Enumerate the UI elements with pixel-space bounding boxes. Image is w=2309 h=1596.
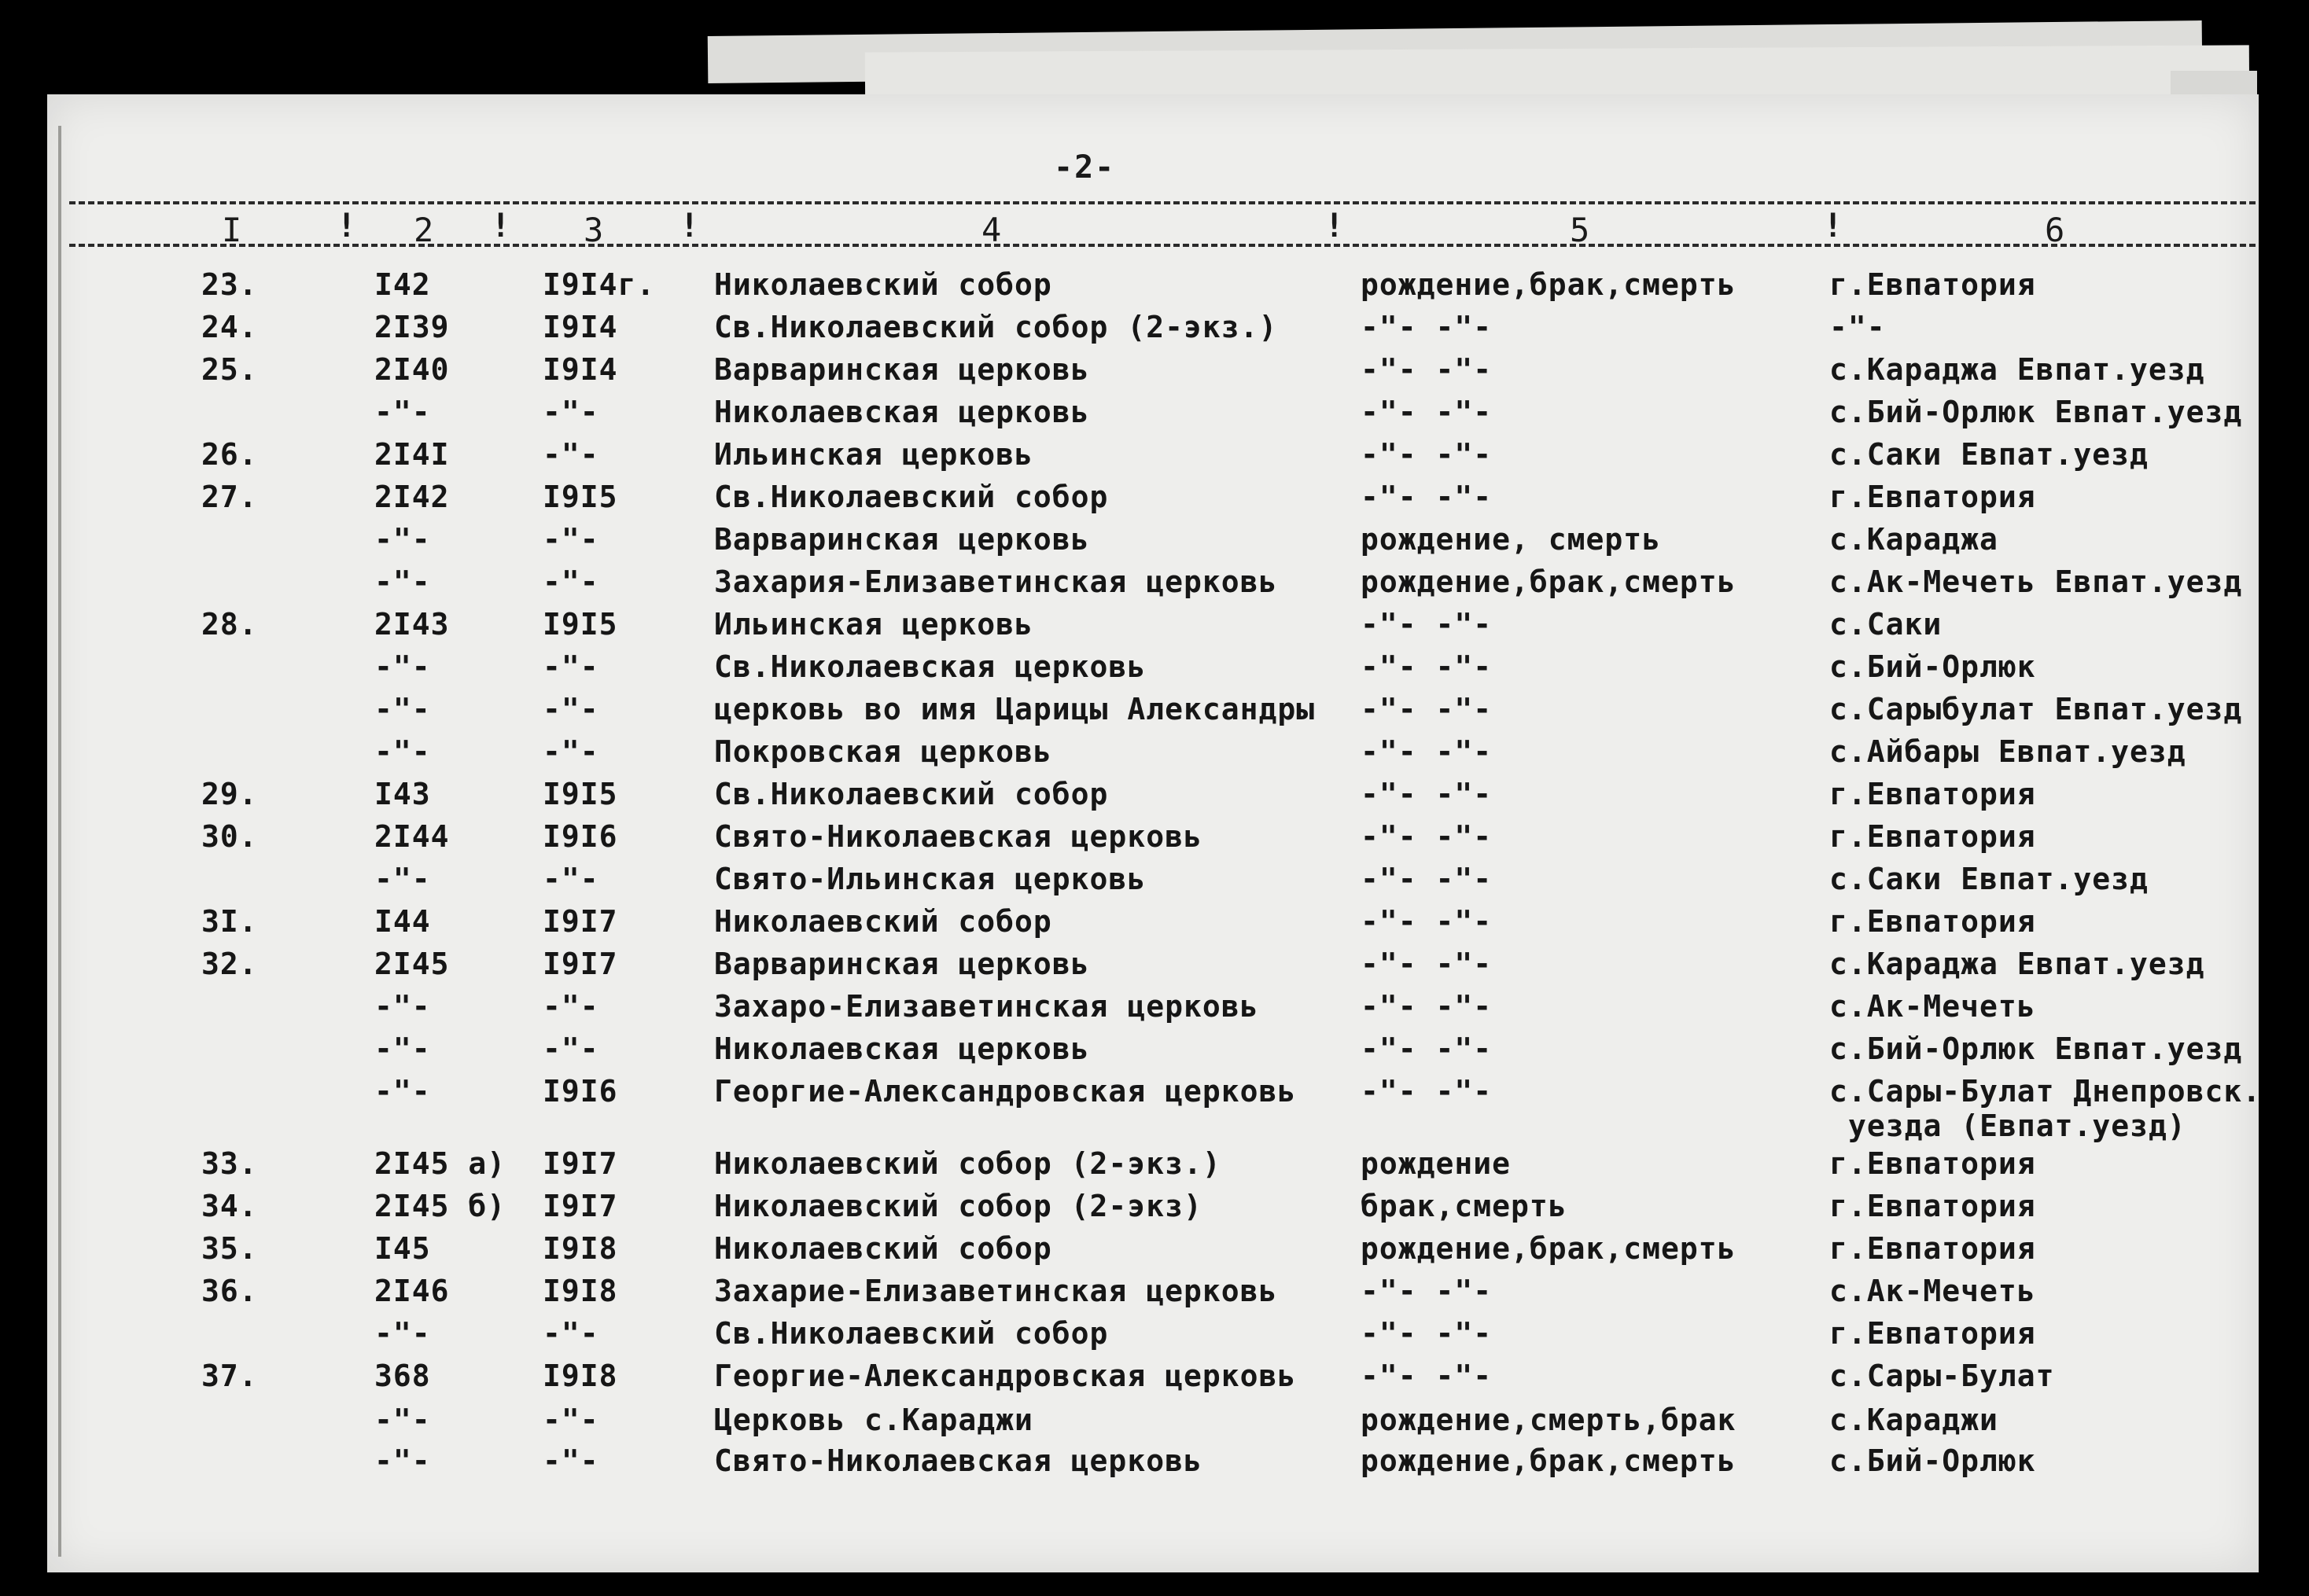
location: с.Бий-Орлюк	[1829, 649, 2036, 684]
row-number: 37.	[201, 1359, 258, 1393]
location: с.Ак-Мечеть	[1829, 989, 2036, 1024]
year: -"-	[543, 989, 599, 1024]
location: с.Сары-Булат	[1829, 1359, 2055, 1393]
location: г.Евпатория	[1829, 1189, 2036, 1223]
church-name: Николаевский собор (2-экз)	[714, 1189, 1202, 1223]
church-name: Николаевская церковь	[714, 395, 1090, 429]
row-number: 23.	[201, 267, 258, 302]
location: с.Ак-Мечеть Евпат.уезд	[1829, 564, 2243, 599]
record-types: -"- -"-	[1361, 1316, 1493, 1351]
header-col-6: 6	[2045, 211, 2065, 249]
header-separator: !	[337, 206, 357, 245]
record-types: рождение,брак,смерть	[1361, 1231, 1736, 1266]
fund-number: -"-	[374, 395, 431, 429]
church-name: Николаевский собор (2-экз.)	[714, 1146, 1221, 1181]
church-name: Св.Николаевский собор	[714, 480, 1109, 514]
row-number: 3I.	[201, 904, 258, 939]
fund-number: 368	[374, 1359, 431, 1393]
fund-number: I42	[374, 267, 431, 302]
church-name: Георгие-Александровская церковь	[714, 1074, 1297, 1109]
year: I9I4	[543, 310, 618, 344]
fund-number: 2I45 б)	[374, 1189, 506, 1223]
church-name: Захаро-Елизаветинская церковь	[714, 989, 1259, 1024]
church-name: Николаевский собор	[714, 904, 1052, 939]
record-types: рождение,брак,смерть	[1361, 564, 1736, 599]
header-separator: !	[679, 206, 700, 245]
row-number: 32.	[201, 947, 258, 981]
record-types: рождение,брак,смерть	[1361, 1443, 1736, 1478]
record-types: -"- -"-	[1361, 904, 1493, 939]
row-number: 27.	[201, 480, 258, 514]
record-types: -"- -"-	[1361, 862, 1493, 896]
year: I9I6	[543, 1074, 618, 1109]
year: -"-	[543, 437, 599, 472]
year: I9I8	[543, 1359, 618, 1393]
church-name: Св.Николаевский собор (2-экз.)	[714, 310, 1278, 344]
location: с.Ак-Мечеть	[1829, 1274, 2036, 1308]
record-types: -"- -"-	[1361, 607, 1493, 642]
location: г.Евпатория	[1829, 267, 2036, 302]
fund-number: -"-	[374, 564, 431, 599]
church-name: Свято-Ильинская церковь	[714, 862, 1147, 896]
location: с.Сары-Булат Днепровск.	[1829, 1074, 2262, 1109]
record-types: -"- -"-	[1361, 989, 1493, 1024]
year: I9I5	[543, 480, 618, 514]
location: г.Евпатория	[1829, 1231, 2036, 1266]
page-number: -2-	[1054, 149, 1116, 186]
church-name: Николаевская церковь	[714, 1032, 1090, 1066]
record-types: -"- -"-	[1361, 310, 1493, 344]
row-number: 24.	[201, 310, 258, 344]
church-name: Ильинская церковь	[714, 437, 1033, 472]
fund-number: -"-	[374, 522, 431, 557]
year: -"-	[543, 862, 599, 896]
header-separator: !	[1324, 206, 1345, 245]
church-name: Варваринская церковь	[714, 947, 1090, 981]
fund-number: -"-	[374, 1032, 431, 1066]
fund-number: -"-	[374, 862, 431, 896]
record-types: -"- -"-	[1361, 480, 1493, 514]
fund-number: -"-	[374, 692, 431, 726]
header-col-3: 3	[584, 211, 604, 249]
year: -"-	[543, 1032, 599, 1066]
location: с.Саки	[1829, 607, 1943, 642]
record-types: -"- -"-	[1361, 777, 1493, 811]
location: с.Саки Евпат.уезд	[1829, 862, 2149, 896]
location: -"-	[1829, 310, 1886, 344]
location-continued: уезда (Евпат.уезд)	[1848, 1109, 2186, 1143]
row-number: 30.	[201, 819, 258, 854]
church-name: Николаевский собор	[714, 267, 1052, 302]
record-types: -"- -"-	[1361, 1359, 1493, 1393]
year: -"-	[543, 1403, 599, 1437]
record-types: -"- -"-	[1361, 734, 1493, 769]
church-name: Церковь с.Караджи	[714, 1403, 1033, 1437]
year: -"-	[543, 692, 599, 726]
church-name: Св.Николаевская церковь	[714, 649, 1147, 684]
fund-number: 2I45	[374, 947, 450, 981]
church-name: церковь во имя Царицы Александры	[714, 692, 1316, 726]
church-name: Варваринская церковь	[714, 522, 1090, 557]
year: -"-	[543, 522, 599, 557]
church-name: Ильинская церковь	[714, 607, 1033, 642]
location: с.Айбары Евпат.уезд	[1829, 734, 2186, 769]
year: -"-	[543, 395, 599, 429]
fund-number: -"-	[374, 734, 431, 769]
location: с.Саки Евпат.уезд	[1829, 437, 2149, 472]
row-number: 26.	[201, 437, 258, 472]
year: I9I5	[543, 607, 618, 642]
binding-edge	[0, 0, 46, 1596]
year: -"-	[543, 1443, 599, 1478]
header-col-4: 4	[981, 211, 1002, 249]
year: -"-	[543, 734, 599, 769]
row-number: 33.	[201, 1146, 258, 1181]
year: I9I4	[543, 352, 618, 387]
header-col-5: 5	[1570, 211, 1590, 249]
year: I9I7	[543, 904, 618, 939]
year: I9I7	[543, 1146, 618, 1181]
location: с.Караджа	[1829, 522, 1998, 557]
fund-number: -"-	[374, 989, 431, 1024]
fund-number: 2I42	[374, 480, 450, 514]
year: I9I6	[543, 819, 618, 854]
fund-number: 2I44	[374, 819, 450, 854]
location: г.Евпатория	[1829, 777, 2036, 811]
fund-number: 2I40	[374, 352, 450, 387]
year: I9I5	[543, 777, 618, 811]
church-name: Захария-Елизаветинская церковь	[714, 564, 1278, 599]
location: с.Сарыбулат Евпат.уезд	[1829, 692, 2243, 726]
record-types: -"- -"-	[1361, 395, 1493, 429]
location: г.Евпатория	[1829, 904, 2036, 939]
year: I9I7	[543, 1189, 618, 1223]
header-separator: !	[1823, 206, 1843, 245]
fund-number: -"-	[374, 649, 431, 684]
row-number: 28.	[201, 607, 258, 642]
row-number: 36.	[201, 1274, 258, 1308]
year: I9I7	[543, 947, 618, 981]
church-name: Захарие-Елизаветинская церковь	[714, 1274, 1278, 1308]
fund-number: I44	[374, 904, 431, 939]
year: I9I8	[543, 1274, 618, 1308]
record-types: -"- -"-	[1361, 649, 1493, 684]
church-name: Св.Николаевский собор	[714, 777, 1109, 811]
fund-number: I45	[374, 1231, 431, 1266]
header-separator: !	[491, 206, 511, 245]
row-number: 25.	[201, 352, 258, 387]
record-types: -"- -"-	[1361, 437, 1493, 472]
fund-number: I43	[374, 777, 431, 811]
fund-number: 2I4I	[374, 437, 450, 472]
location: с.Караджи	[1829, 1403, 1998, 1437]
header-col-2: 2	[414, 211, 434, 249]
record-types: -"- -"-	[1361, 352, 1493, 387]
row-number: 29.	[201, 777, 258, 811]
year: I9I4г.	[543, 267, 656, 302]
church-name: Варваринская церковь	[714, 352, 1090, 387]
location: с.Бий-Орлюк Евпат.уезд	[1829, 1032, 2243, 1066]
record-types: -"- -"-	[1361, 947, 1493, 981]
fund-number: -"-	[374, 1316, 431, 1351]
location: с.Бий-Орлюк	[1829, 1443, 2036, 1478]
location: с.Караджа Евпат.уезд	[1829, 352, 2205, 387]
church-name: Георгие-Александровская церковь	[714, 1359, 1297, 1393]
location: г.Евпатория	[1829, 1316, 2036, 1351]
year: -"-	[543, 1316, 599, 1351]
row-number: 35.	[201, 1231, 258, 1266]
record-types: рождение,брак,смерть	[1361, 267, 1736, 302]
church-name: Николаевский собор	[714, 1231, 1052, 1266]
fund-number: 2I39	[374, 310, 450, 344]
year: I9I8	[543, 1231, 618, 1266]
location: с.Караджа Евпат.уезд	[1829, 947, 2205, 981]
year: -"-	[543, 649, 599, 684]
row-number: 34.	[201, 1189, 258, 1223]
fund-number: 2I46	[374, 1274, 450, 1308]
year: -"-	[543, 564, 599, 599]
church-name: Св.Николаевский собор	[714, 1316, 1109, 1351]
fund-number: -"-	[374, 1403, 431, 1437]
fund-number: 2I45 а)	[374, 1146, 506, 1181]
fund-number: 2I43	[374, 607, 450, 642]
record-types: -"- -"-	[1361, 1274, 1493, 1308]
location: г.Евпатория	[1829, 819, 2036, 854]
location: с.Бий-Орлюк Евпат.уезд	[1829, 395, 2243, 429]
record-types: -"- -"-	[1361, 1032, 1493, 1066]
record-types: брак,смерть	[1361, 1189, 1567, 1223]
church-name: Свято-Николаевская церковь	[714, 1443, 1202, 1478]
record-types: рождение, смерть	[1361, 522, 1662, 557]
record-types: рождение,смерть,брак	[1361, 1403, 1736, 1437]
record-types: рождение	[1361, 1146, 1512, 1181]
fund-number: -"-	[374, 1443, 431, 1478]
location: г.Евпатория	[1829, 480, 2036, 514]
record-types: -"- -"-	[1361, 1074, 1493, 1109]
record-types: -"- -"-	[1361, 692, 1493, 726]
church-name: Свято-Николаевская церковь	[714, 819, 1202, 854]
header-col-1: I	[222, 211, 242, 249]
location: г.Евпатория	[1829, 1146, 2036, 1181]
church-name: Покровская церковь	[714, 734, 1052, 769]
record-types: -"- -"-	[1361, 819, 1493, 854]
fund-number: -"-	[374, 1074, 431, 1109]
